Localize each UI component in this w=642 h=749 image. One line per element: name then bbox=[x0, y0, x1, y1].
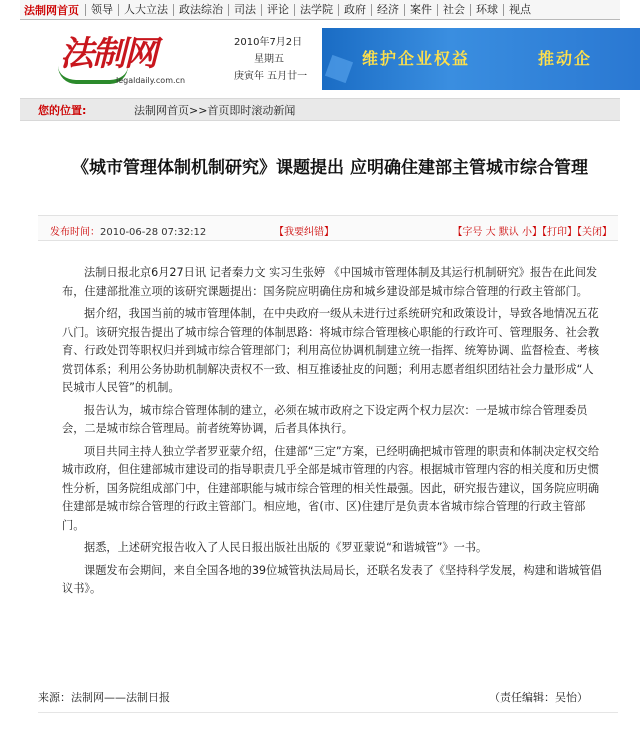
nav-item-politics[interactable]: 政法综治 bbox=[173, 4, 228, 16]
font-large-link[interactable]: 大 bbox=[485, 227, 496, 238]
article-body bbox=[62, 264, 602, 599]
breadcrumb-bar bbox=[20, 98, 620, 121]
nav-item-judiciary[interactable]: 司法 bbox=[228, 4, 261, 16]
nav-item-legislation[interactable]: 人大立法 bbox=[118, 4, 173, 16]
article-editor: （责任编辑：吴怡） bbox=[489, 691, 588, 704]
breadcrumb[interactable]: 法制网首页>>首页即时滚动新闻 bbox=[134, 103, 296, 117]
header-banner[interactable] bbox=[322, 28, 640, 90]
publish-label: 发布时间： bbox=[50, 227, 100, 238]
nav-home-link[interactable]: 法制网首页 bbox=[24, 3, 79, 17]
article-tools bbox=[452, 223, 612, 238]
font-default-link[interactable]: 默认 bbox=[498, 227, 519, 238]
article-paragraph: 据悉，上述研究报告收入了人民日报出版社出版的《罗亚蒙说“和谐城管”》一书。 bbox=[84, 541, 488, 554]
report-error-link[interactable]: 【我要纠错】 bbox=[274, 227, 334, 238]
nav-item-government[interactable]: 政府 bbox=[338, 4, 371, 16]
nav-item-society[interactable]: 社会 bbox=[437, 4, 470, 16]
footer-divider bbox=[38, 712, 618, 713]
print-link[interactable]: 【打印】 bbox=[542, 227, 577, 238]
nav-item-leaders[interactable]: 领导 bbox=[85, 4, 118, 16]
banner-decoration-icon bbox=[325, 55, 353, 83]
nav-item-viewpoint[interactable]: 视点 bbox=[503, 4, 536, 16]
location-label: 您的位置: bbox=[38, 103, 87, 117]
banner-slogan-left: 维护企业权益 bbox=[362, 49, 471, 68]
logo-url: legaldaily.com.cn bbox=[116, 76, 186, 85]
nav-item-economy[interactable]: 经济 bbox=[371, 4, 404, 16]
article-paragraph: 项目共同主持人独立学者罗亚蒙介绍，住建部“三定”方案，已经明确把城市管理的职责和体制决定权交给城市政府，但住建部城市建设司的指导职责几乎全部是城市管理的内容。根据城市管理内容的相关度和历史惯性分析，国务院组成部门中，住建部职能与城市综合管理的相关性最强。因此，研究报告建议，国务院应明确住建部是城市综合管理的行政主管部门。相应地，省(市、区)住建厅是负责本省城市综合管理的行政主管部门。 bbox=[62, 444, 600, 532]
nav-item-world[interactable]: 环球 bbox=[470, 4, 503, 16]
current-date: 2010年7月2日 bbox=[234, 37, 303, 48]
nav-item-cases[interactable]: 案件 bbox=[404, 4, 437, 16]
article-page bbox=[20, 0, 620, 749]
article-paragraph: 法制日报北京6月27日讯 记者秦力文 实习生张婷 《中国城市管理体制及其运行机制研究》报告在此间发布，住建部批准立项的该研究课题提出：国务院应明确住房和城乡建设部是城市综合管理的行政主管部门。 bbox=[62, 266, 598, 298]
site-logo[interactable] bbox=[60, 26, 192, 96]
lunar-date: 庚寅年 五月廿一 bbox=[234, 71, 308, 82]
banner-slogan-right: 推动企 bbox=[538, 49, 593, 68]
logo-wordmark: 法制网 bbox=[60, 34, 156, 74]
article-source: 来源：法制网——法制日报 bbox=[38, 691, 170, 704]
top-nav bbox=[20, 0, 620, 20]
publish-info bbox=[50, 223, 206, 238]
article-title: 《城市管理体制机制研究》课题提出 应明确住建部主管城市综合管理 bbox=[72, 158, 588, 178]
nav-item-law-school[interactable]: 法学院 bbox=[294, 4, 338, 16]
font-small-link[interactable]: 小】 bbox=[522, 227, 542, 238]
article-paragraph: 据介绍，我国当前的城市管理体制，在中央政府一级从未进行过系统研究和政策设计，导致各地情况五花八门。该研究报告提出了城市综合管理的体制思路：将城市综合管理核心职能的行政许可、管理服务、社会教育、行政处罚等职权归并到城市综合管理部门；利用高位协调机制建立统一指挥、统筹协调、监督检查、考核赏罚体系；利用公务协助机制解决责权不一致、相互推诿扯皮的问题；利用志愿者组织团结社会力量形成“人民城市人民管”的机制。 bbox=[62, 307, 600, 394]
close-link[interactable]: 【关闭】 bbox=[577, 227, 612, 238]
publish-time: 2010-06-28 07:32:12 bbox=[100, 227, 207, 238]
article-meta-bar bbox=[38, 215, 618, 241]
font-size-label: 【字号 bbox=[452, 227, 483, 238]
current-weekday: 星期五 bbox=[254, 54, 284, 65]
nav-item-commentary[interactable]: 评论 bbox=[261, 4, 294, 16]
article-paragraph: 课题发布会期间，来自全国各地的39位城管执法局局长，还联名发表了《坚持科学发展，构建和谐城管倡议书》。 bbox=[62, 563, 602, 595]
article-paragraph: 报告认为，城市综合管理体制的建立，必须在城市政府之下设定两个权力层次：一是城市综合管理委员会，二是城市综合管理局。前者统筹协调，后者具体执行。 bbox=[62, 403, 588, 435]
